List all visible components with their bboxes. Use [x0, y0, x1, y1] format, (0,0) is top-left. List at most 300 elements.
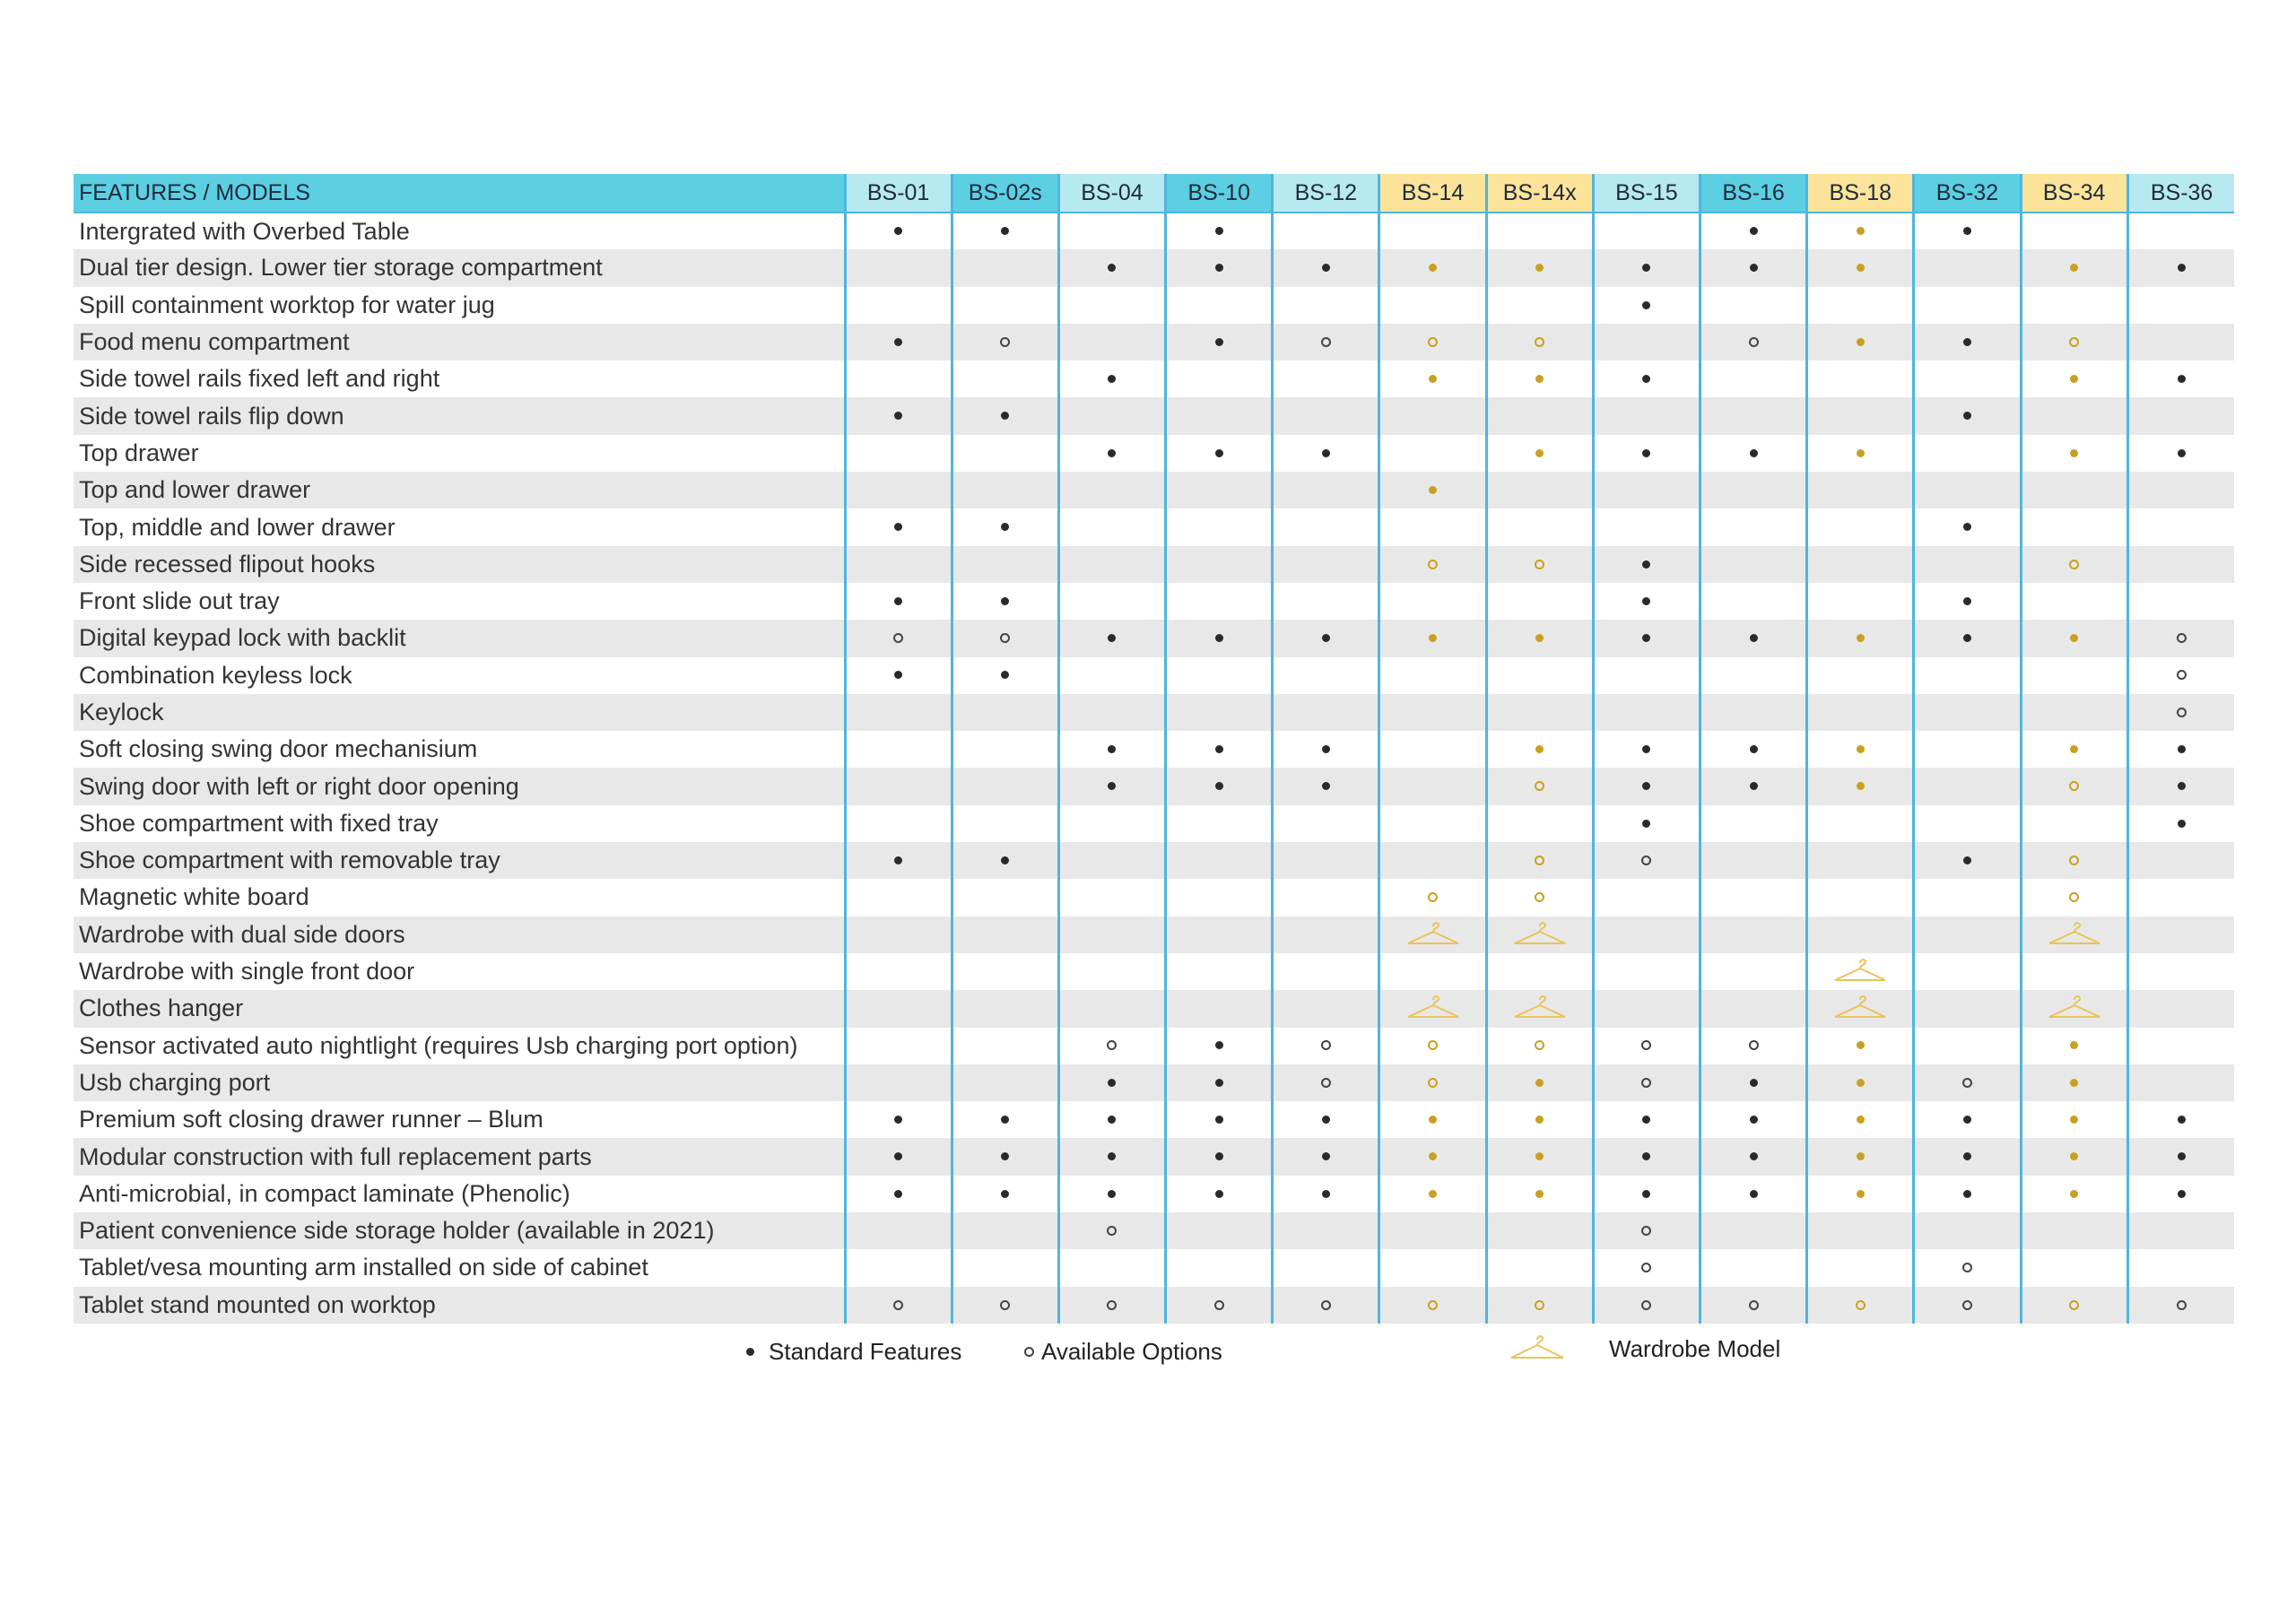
- matrix-cell: [1593, 546, 1700, 583]
- matrix-cell: [952, 1176, 1058, 1212]
- matrix-cell: [1914, 435, 2021, 472]
- feature-label: Premium soft closing drawer runner – Blum: [79, 1106, 544, 1133]
- matrix-cell: [2127, 287, 2234, 324]
- matrix-cell: [2021, 842, 2127, 879]
- feature-label: Side towel rails fixed left and right: [79, 365, 440, 393]
- table-row: [74, 805, 2234, 842]
- matrix-cell: [1700, 657, 1807, 694]
- clothes-hanger-icon: [2047, 918, 2102, 951]
- filled-dot-icon: [1108, 1116, 1116, 1124]
- matrix-cell: [952, 1249, 1058, 1286]
- matrix-cell: [1700, 768, 1807, 804]
- matrix-cell: [1914, 731, 2021, 768]
- filled-dot-icon: [894, 856, 902, 864]
- matrix-cell: [845, 1101, 952, 1138]
- matrix-cell: [1379, 842, 1486, 879]
- matrix-cell: [2021, 916, 2127, 953]
- filled-dot-icon: [1963, 634, 1971, 642]
- hollow-dot-icon: [1535, 855, 1544, 865]
- matrix-cell: [1166, 657, 1273, 694]
- hollow-dot-icon: [1321, 337, 1331, 347]
- matrix-cell: [845, 360, 952, 397]
- filled-dot-icon: [1642, 375, 1650, 383]
- matrix-cell: [1379, 546, 1486, 583]
- matrix-cell: [1486, 583, 1593, 620]
- matrix-cell: [1914, 249, 2021, 286]
- table-row: [74, 953, 2234, 990]
- clothes-hanger-icon: [1405, 992, 1461, 1025]
- filled-dot-icon: [1535, 1079, 1544, 1087]
- filled-dot-icon: [1642, 560, 1650, 569]
- matrix-cell: [952, 953, 1058, 990]
- matrix-cell: [1914, 990, 2021, 1027]
- matrix-cell: [845, 1138, 952, 1175]
- filled-dot-icon: [1429, 1190, 1437, 1198]
- matrix-cell: [1700, 397, 1807, 434]
- filled-dot-icon: [1322, 1152, 1330, 1160]
- matrix-cell: [2021, 287, 2127, 324]
- matrix-cell: [2021, 657, 2127, 694]
- filled-dot-icon: [1642, 745, 1650, 753]
- matrix-cell: [952, 731, 1058, 768]
- matrix-cell: [1486, 768, 1593, 804]
- matrix-cell: [1700, 805, 1807, 842]
- matrix-cell: [2127, 213, 2234, 249]
- matrix-cell: [1486, 953, 1593, 990]
- hollow-dot-icon: [1024, 1347, 1034, 1357]
- table-row: [74, 546, 2234, 583]
- matrix-cell: [1058, 1249, 1165, 1286]
- matrix-cell: [1700, 1212, 1807, 1249]
- hollow-dot-icon: [1214, 1300, 1224, 1310]
- matrix-cell: [1379, 1064, 1486, 1101]
- matrix-cell: [952, 583, 1058, 620]
- filled-dot-icon: [1215, 634, 1223, 642]
- hollow-dot-icon: [1428, 1300, 1438, 1310]
- matrix-cell: [1486, 1028, 1593, 1064]
- filled-dot-icon: [1963, 227, 1971, 235]
- filled-dot-icon: [2070, 1079, 2078, 1087]
- table-row: [74, 1138, 2234, 1175]
- table-row: [74, 508, 2234, 545]
- matrix-cell: [1166, 1249, 1273, 1286]
- matrix-cell: [845, 731, 952, 768]
- matrix-cell: [1700, 1287, 1807, 1324]
- matrix-cell: [2021, 508, 2127, 545]
- matrix-cell: [1058, 1101, 1165, 1138]
- matrix-cell: [952, 213, 1058, 249]
- filled-dot-icon: [2070, 1116, 2078, 1124]
- hollow-dot-icon: [1428, 337, 1438, 347]
- feature-label: Food menu compartment: [79, 328, 350, 356]
- matrix-cell: [952, 1064, 1058, 1101]
- matrix-cell: [1593, 842, 1700, 879]
- matrix-cell: [1379, 990, 1486, 1027]
- hollow-dot-icon: [1000, 337, 1010, 347]
- matrix-cell: [1593, 731, 1700, 768]
- table-row: [74, 213, 2234, 249]
- feature-label: Modular construction with full replacement parts: [79, 1142, 592, 1170]
- matrix-cell: [1593, 360, 1700, 397]
- matrix-cell: [952, 694, 1058, 731]
- matrix-cell: [845, 953, 952, 990]
- filled-dot-icon: [894, 597, 902, 605]
- hollow-dot-icon: [893, 1300, 903, 1310]
- table-row: [74, 731, 2234, 768]
- matrix-cell: [845, 1064, 952, 1101]
- matrix-cell: [1700, 990, 1807, 1027]
- hollow-dot-icon: [1641, 1300, 1651, 1310]
- matrix-cell: [845, 620, 952, 656]
- matrix-cell: [2021, 213, 2127, 249]
- filled-dot-icon: [1857, 782, 1865, 790]
- matrix-cell: [1593, 1138, 1700, 1175]
- matrix-cell: [1273, 213, 1379, 249]
- filled-dot-icon: [1429, 264, 1437, 272]
- matrix-cell: [952, 508, 1058, 545]
- filled-dot-icon: [1001, 1152, 1009, 1160]
- matrix-cell: [1593, 1176, 1700, 1212]
- matrix-cell: [952, 879, 1058, 916]
- filled-dot-icon: [1750, 1152, 1758, 1160]
- matrix-cell: [1166, 805, 1273, 842]
- hollow-dot-icon: [2177, 633, 2187, 643]
- model-header-bs-32: BS-32: [1914, 174, 2021, 213]
- matrix-cell: [2127, 879, 2234, 916]
- matrix-cell: [1593, 1064, 1700, 1101]
- clothes-hanger-icon: [1512, 918, 1568, 951]
- filled-dot-icon: [894, 338, 902, 346]
- matrix-cell: [2127, 805, 2234, 842]
- matrix-cell: [1914, 360, 2021, 397]
- table-row: [74, 1212, 2234, 1249]
- filled-dot-icon: [2070, 375, 2078, 383]
- matrix-cell: [2127, 620, 2234, 656]
- feature-matrix-table: [74, 174, 2234, 1324]
- matrix-cell: [1700, 953, 1807, 990]
- matrix-cell: [1273, 731, 1379, 768]
- table-row: [74, 768, 2234, 804]
- matrix-cell: [1914, 472, 2021, 508]
- filled-dot-icon: [894, 412, 902, 420]
- matrix-cell: [1273, 1064, 1379, 1101]
- matrix-cell: [1273, 435, 1379, 472]
- feature-label: Top drawer: [79, 439, 199, 466]
- matrix-cell: [1166, 1138, 1273, 1175]
- hollow-dot-icon: [1749, 337, 1759, 347]
- matrix-cell: [1593, 435, 1700, 472]
- filled-dot-icon: [1750, 264, 1758, 272]
- matrix-cell: [2021, 435, 2127, 472]
- hollow-dot-icon: [2069, 781, 2079, 791]
- matrix-cell: [2021, 360, 2127, 397]
- filled-dot-icon: [1108, 634, 1116, 642]
- matrix-cell: [1700, 620, 1807, 656]
- matrix-cell: [1379, 213, 1486, 249]
- filled-dot-icon: [1857, 227, 1865, 235]
- matrix-cell: [1058, 916, 1165, 953]
- matrix-cell: [1166, 583, 1273, 620]
- legend-available-label: Available Options: [1041, 1338, 1222, 1365]
- filled-dot-icon: [1750, 1116, 1758, 1124]
- hollow-dot-icon: [1428, 1078, 1438, 1088]
- matrix-cell: [1166, 213, 1273, 249]
- matrix-cell: [1058, 213, 1165, 249]
- filled-dot-icon: [1642, 301, 1650, 309]
- filled-dot-icon: [1215, 1079, 1223, 1087]
- filled-dot-icon: [1857, 1116, 1865, 1124]
- hollow-dot-icon: [1641, 1040, 1651, 1050]
- matrix-cell: [2127, 583, 2234, 620]
- legend: [74, 1334, 2262, 1370]
- hollow-dot-icon: [1000, 633, 1010, 643]
- matrix-cell: [1700, 1176, 1807, 1212]
- matrix-cell: [2021, 546, 2127, 583]
- matrix-cell: [1914, 546, 2021, 583]
- filled-dot-icon: [1322, 449, 1330, 457]
- matrix-cell: [845, 842, 952, 879]
- matrix-cell: [1486, 1176, 1593, 1212]
- matrix-cell: [1058, 249, 1165, 286]
- matrix-cell: [2127, 1176, 2234, 1212]
- model-header-bs-15: BS-15: [1593, 174, 1700, 213]
- feature-label: Shoe compartment with fixed tray: [79, 809, 439, 837]
- feature-label: Magnetic white board: [79, 883, 309, 911]
- hollow-dot-icon: [1641, 855, 1651, 865]
- matrix-cell: [1273, 1249, 1379, 1286]
- matrix-cell: [1166, 324, 1273, 360]
- feature-label: Intergrated with Overbed Table: [79, 217, 410, 245]
- matrix-cell: [2021, 397, 2127, 434]
- filled-dot-icon: [1642, 820, 1650, 828]
- matrix-cell: [1486, 1212, 1593, 1249]
- model-header-bs-18: BS-18: [1807, 174, 1914, 213]
- matrix-cell: [1273, 805, 1379, 842]
- matrix-cell: [1486, 397, 1593, 434]
- matrix-cell: [1379, 1287, 1486, 1324]
- matrix-cell: [1914, 1176, 2021, 1212]
- table-row: [74, 1028, 2234, 1064]
- matrix-cell: [1379, 805, 1486, 842]
- filled-dot-icon: [1963, 523, 1971, 531]
- matrix-cell: [2021, 1028, 2127, 1064]
- matrix-cell: [2127, 546, 2234, 583]
- matrix-cell: [1166, 768, 1273, 804]
- matrix-cell: [1058, 1064, 1165, 1101]
- matrix-cell: [1700, 1064, 1807, 1101]
- filled-dot-icon: [1108, 1079, 1116, 1087]
- hollow-dot-icon: [1641, 1263, 1651, 1272]
- filled-dot-icon: [1215, 782, 1223, 790]
- matrix-cell: [1486, 1138, 1593, 1175]
- matrix-cell: [2021, 472, 2127, 508]
- feature-label: Front slide out tray: [79, 587, 280, 615]
- model-header-bs-10: BS-10: [1166, 174, 1273, 213]
- matrix-cell: [845, 583, 952, 620]
- matrix-cell: [2127, 1064, 2234, 1101]
- hollow-dot-icon: [1321, 1300, 1331, 1310]
- hollow-dot-icon: [2069, 560, 2079, 569]
- table-row: [74, 1249, 2234, 1286]
- matrix-cell: [952, 1212, 1058, 1249]
- matrix-cell: [1273, 287, 1379, 324]
- feature-label: Top, middle and lower drawer: [79, 513, 396, 541]
- filled-dot-icon: [1108, 1152, 1116, 1160]
- matrix-cell: [1379, 435, 1486, 472]
- matrix-cell: [1807, 1101, 1914, 1138]
- matrix-cell: [1700, 694, 1807, 731]
- model-header-bs-01: BS-01: [845, 174, 952, 213]
- hollow-dot-icon: [1749, 1040, 1759, 1050]
- matrix-cell: [1058, 1287, 1165, 1324]
- matrix-cell: [2127, 990, 2234, 1027]
- matrix-cell: [845, 287, 952, 324]
- matrix-cell: [1593, 1212, 1700, 1249]
- filled-dot-icon: [894, 523, 902, 531]
- table-row: [74, 249, 2234, 286]
- matrix-cell: [1058, 360, 1165, 397]
- matrix-cell: [1273, 546, 1379, 583]
- filled-dot-icon: [1001, 671, 1009, 679]
- matrix-cell: [1593, 213, 1700, 249]
- filled-dot-icon: [894, 1116, 902, 1124]
- hollow-dot-icon: [1321, 1040, 1331, 1050]
- matrix-cell: [1593, 1287, 1700, 1324]
- matrix-cell: [2021, 731, 2127, 768]
- table-row: [74, 583, 2234, 620]
- matrix-cell: [1807, 1028, 1914, 1064]
- legend-wardrobe-label: Wardrobe Model: [1609, 1335, 1781, 1362]
- matrix-cell: [1807, 694, 1914, 731]
- matrix-cell: [1914, 842, 2021, 879]
- filled-dot-icon: [1535, 1190, 1544, 1198]
- filled-dot-icon: [2070, 1190, 2078, 1198]
- matrix-cell: [1914, 1138, 2021, 1175]
- filled-dot-icon: [2178, 1152, 2186, 1160]
- matrix-cell: [1166, 1287, 1273, 1324]
- hollow-dot-icon: [1535, 560, 1544, 569]
- table-row: [74, 694, 2234, 731]
- matrix-cell: [1058, 1028, 1165, 1064]
- filled-dot-icon: [1215, 1152, 1223, 1160]
- filled-dot-icon: [1857, 634, 1865, 642]
- matrix-cell: [1379, 1101, 1486, 1138]
- matrix-cell: [1807, 657, 1914, 694]
- filled-dot-icon: [1963, 338, 1971, 346]
- matrix-cell: [1807, 546, 1914, 583]
- matrix-cell: [2127, 324, 2234, 360]
- matrix-cell: [1486, 990, 1593, 1027]
- matrix-cell: [1807, 768, 1914, 804]
- matrix-cell: [1058, 1138, 1165, 1175]
- matrix-cell: [952, 916, 1058, 953]
- table-row: [74, 472, 2234, 508]
- filled-dot-icon: [1001, 856, 1009, 864]
- matrix-cell: [2127, 1101, 2234, 1138]
- hollow-dot-icon: [1000, 1300, 1010, 1310]
- filled-dot-icon: [2178, 1190, 2186, 1198]
- matrix-cell: [1700, 287, 1807, 324]
- matrix-cell: [1058, 508, 1165, 545]
- matrix-cell: [1379, 360, 1486, 397]
- matrix-cell: [1058, 768, 1165, 804]
- matrix-cell: [1379, 1028, 1486, 1064]
- matrix-cell: [2127, 916, 2234, 953]
- matrix-cell: [1058, 324, 1165, 360]
- matrix-cell: [1379, 249, 1486, 286]
- filled-dot-icon: [2070, 264, 2078, 272]
- matrix-cell: [1273, 1101, 1379, 1138]
- features-models-header: FEATURES / MODELS: [74, 174, 845, 213]
- matrix-cell: [1914, 916, 2021, 953]
- filled-dot-icon: [2178, 375, 2186, 383]
- hollow-dot-icon: [1428, 892, 1438, 902]
- hollow-dot-icon: [2177, 708, 2187, 717]
- matrix-cell: [1807, 472, 1914, 508]
- feature-label: Wardrobe with single front door: [79, 958, 415, 986]
- matrix-cell: [1807, 805, 1914, 842]
- filled-dot-icon: [1322, 782, 1330, 790]
- matrix-cell: [1593, 879, 1700, 916]
- filled-dot-icon: [1963, 856, 1971, 864]
- filled-dot-icon: [1322, 1116, 1330, 1124]
- matrix-cell: [1379, 694, 1486, 731]
- matrix-cell: [1166, 249, 1273, 286]
- hollow-dot-icon: [1107, 1226, 1117, 1236]
- matrix-cell: [845, 213, 952, 249]
- matrix-cell: [845, 879, 952, 916]
- matrix-cell: [1593, 657, 1700, 694]
- model-header-bs-02s: BS-02s: [952, 174, 1058, 213]
- filled-dot-icon: [2178, 449, 2186, 457]
- matrix-cell: [1593, 287, 1700, 324]
- filled-dot-icon: [1750, 227, 1758, 235]
- table-row: [74, 990, 2234, 1027]
- hollow-dot-icon: [1107, 1040, 1117, 1050]
- matrix-cell: [1914, 1212, 2021, 1249]
- matrix-cell: [1593, 916, 1700, 953]
- matrix-cell: [1914, 508, 2021, 545]
- model-header-bs-12: BS-12: [1273, 174, 1379, 213]
- matrix-cell: [2127, 657, 2234, 694]
- matrix-cell: [1273, 508, 1379, 545]
- hollow-dot-icon: [1535, 337, 1544, 347]
- matrix-cell: [952, 249, 1058, 286]
- matrix-cell: [2127, 1287, 2234, 1324]
- matrix-cell: [1058, 805, 1165, 842]
- matrix-cell: [1914, 1249, 2021, 1286]
- matrix-cell: [1593, 990, 1700, 1027]
- hollow-dot-icon: [1107, 1300, 1117, 1310]
- filled-dot-icon: [894, 1152, 902, 1160]
- matrix-cell: [1166, 953, 1273, 990]
- filled-dot-icon: [1215, 1190, 1223, 1198]
- hollow-dot-icon: [2069, 892, 2079, 902]
- table-row: [74, 842, 2234, 879]
- matrix-cell: [1058, 953, 1165, 990]
- filled-dot-icon: [1535, 449, 1544, 457]
- matrix-cell: [2127, 768, 2234, 804]
- matrix-cell: [1593, 620, 1700, 656]
- matrix-cell: [2127, 1249, 2234, 1286]
- matrix-cell: [2021, 1212, 2127, 1249]
- matrix-cell: [1166, 1212, 1273, 1249]
- filled-dot-icon: [2070, 449, 2078, 457]
- filled-dot-icon: [1429, 375, 1437, 383]
- hollow-dot-icon: [1856, 1300, 1866, 1310]
- matrix-cell: [2127, 1212, 2234, 1249]
- matrix-cell: [1379, 768, 1486, 804]
